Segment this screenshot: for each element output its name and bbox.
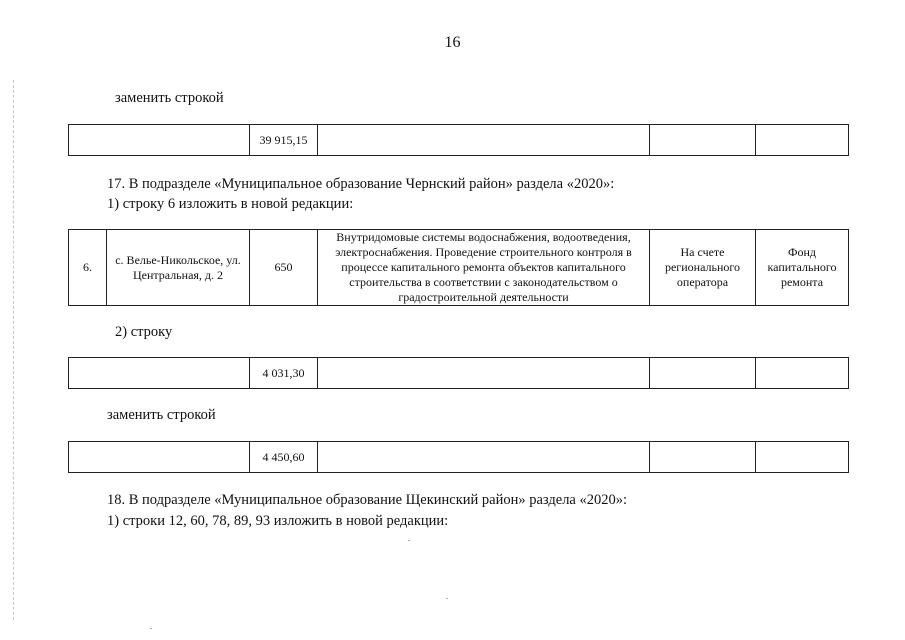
table-cell-account [650, 358, 756, 389]
replacement-row-table-2 [68, 441, 849, 473]
item-17-sub-2: 2) строку [115, 324, 173, 340]
table-cell-fund [756, 442, 849, 473]
table-cell-works [318, 125, 650, 156]
item-18-sub-1: 1) строки 12, 60, 78, 89, 93 изложить в новой редакции: [107, 513, 449, 529]
scan-speck [150, 628, 152, 629]
table-cell-fund [756, 358, 849, 389]
table-cell-works [318, 442, 650, 473]
replace-with-row-text-2: заменить строкой [107, 407, 216, 423]
row-6-table [68, 229, 849, 306]
table-cell-works [318, 358, 650, 389]
original-row-table [68, 357, 849, 389]
table-cell-account: На счете регионального оператора [650, 230, 756, 306]
table-row [69, 230, 849, 306]
table-cell-number-address [69, 442, 250, 473]
table-cell-cost: 39 915,15 [250, 125, 318, 156]
table-cell-address: с. Велье-Никольское, ул. Центральная, д. 2 [107, 230, 250, 306]
replace-with-row-text-1: заменить строкой [115, 90, 224, 106]
table-cell-account [650, 125, 756, 156]
table-row [69, 358, 849, 389]
item-18-heading: 18. В подразделе «Муниципальное образование Щекинский район» раздела «2020»: [107, 492, 628, 508]
table-cell-fund: Фонд капитального ремонта [756, 230, 849, 306]
replacement-row-table-1 [68, 124, 849, 156]
table-cell-account [650, 442, 756, 473]
scan-speck [446, 598, 448, 599]
table-cell-number-address [69, 358, 250, 389]
table-cell-cost: 4 031,30 [250, 358, 318, 389]
table-row [69, 442, 849, 473]
item-17-heading: 17. В подразделе «Муниципальное образование Чернский район» раздела «2020»: [107, 176, 615, 192]
table-row [69, 125, 849, 156]
item-17-sub-1: 1) строку 6 изложить в новой редакции: [107, 196, 354, 212]
table-cell-works: Внутридомовые системы водоснабжения, водоотведения, электроснабжения. Проведение строительного контроля в процессе капитального ремонта объектов капитального строительства в соответствии с законодательством о градостроительной деятельности [318, 230, 650, 306]
scan-speck [408, 540, 410, 541]
table-cell-fund [756, 125, 849, 156]
table-cell-cost: 650 [250, 230, 318, 306]
table-cell-number-address [69, 125, 250, 156]
left-margin-binding-marks [13, 80, 16, 620]
table-cell-row-number: 6. [69, 230, 107, 306]
table-cell-cost: 4 450,60 [250, 442, 318, 473]
page-number: 16 [444, 34, 461, 51]
